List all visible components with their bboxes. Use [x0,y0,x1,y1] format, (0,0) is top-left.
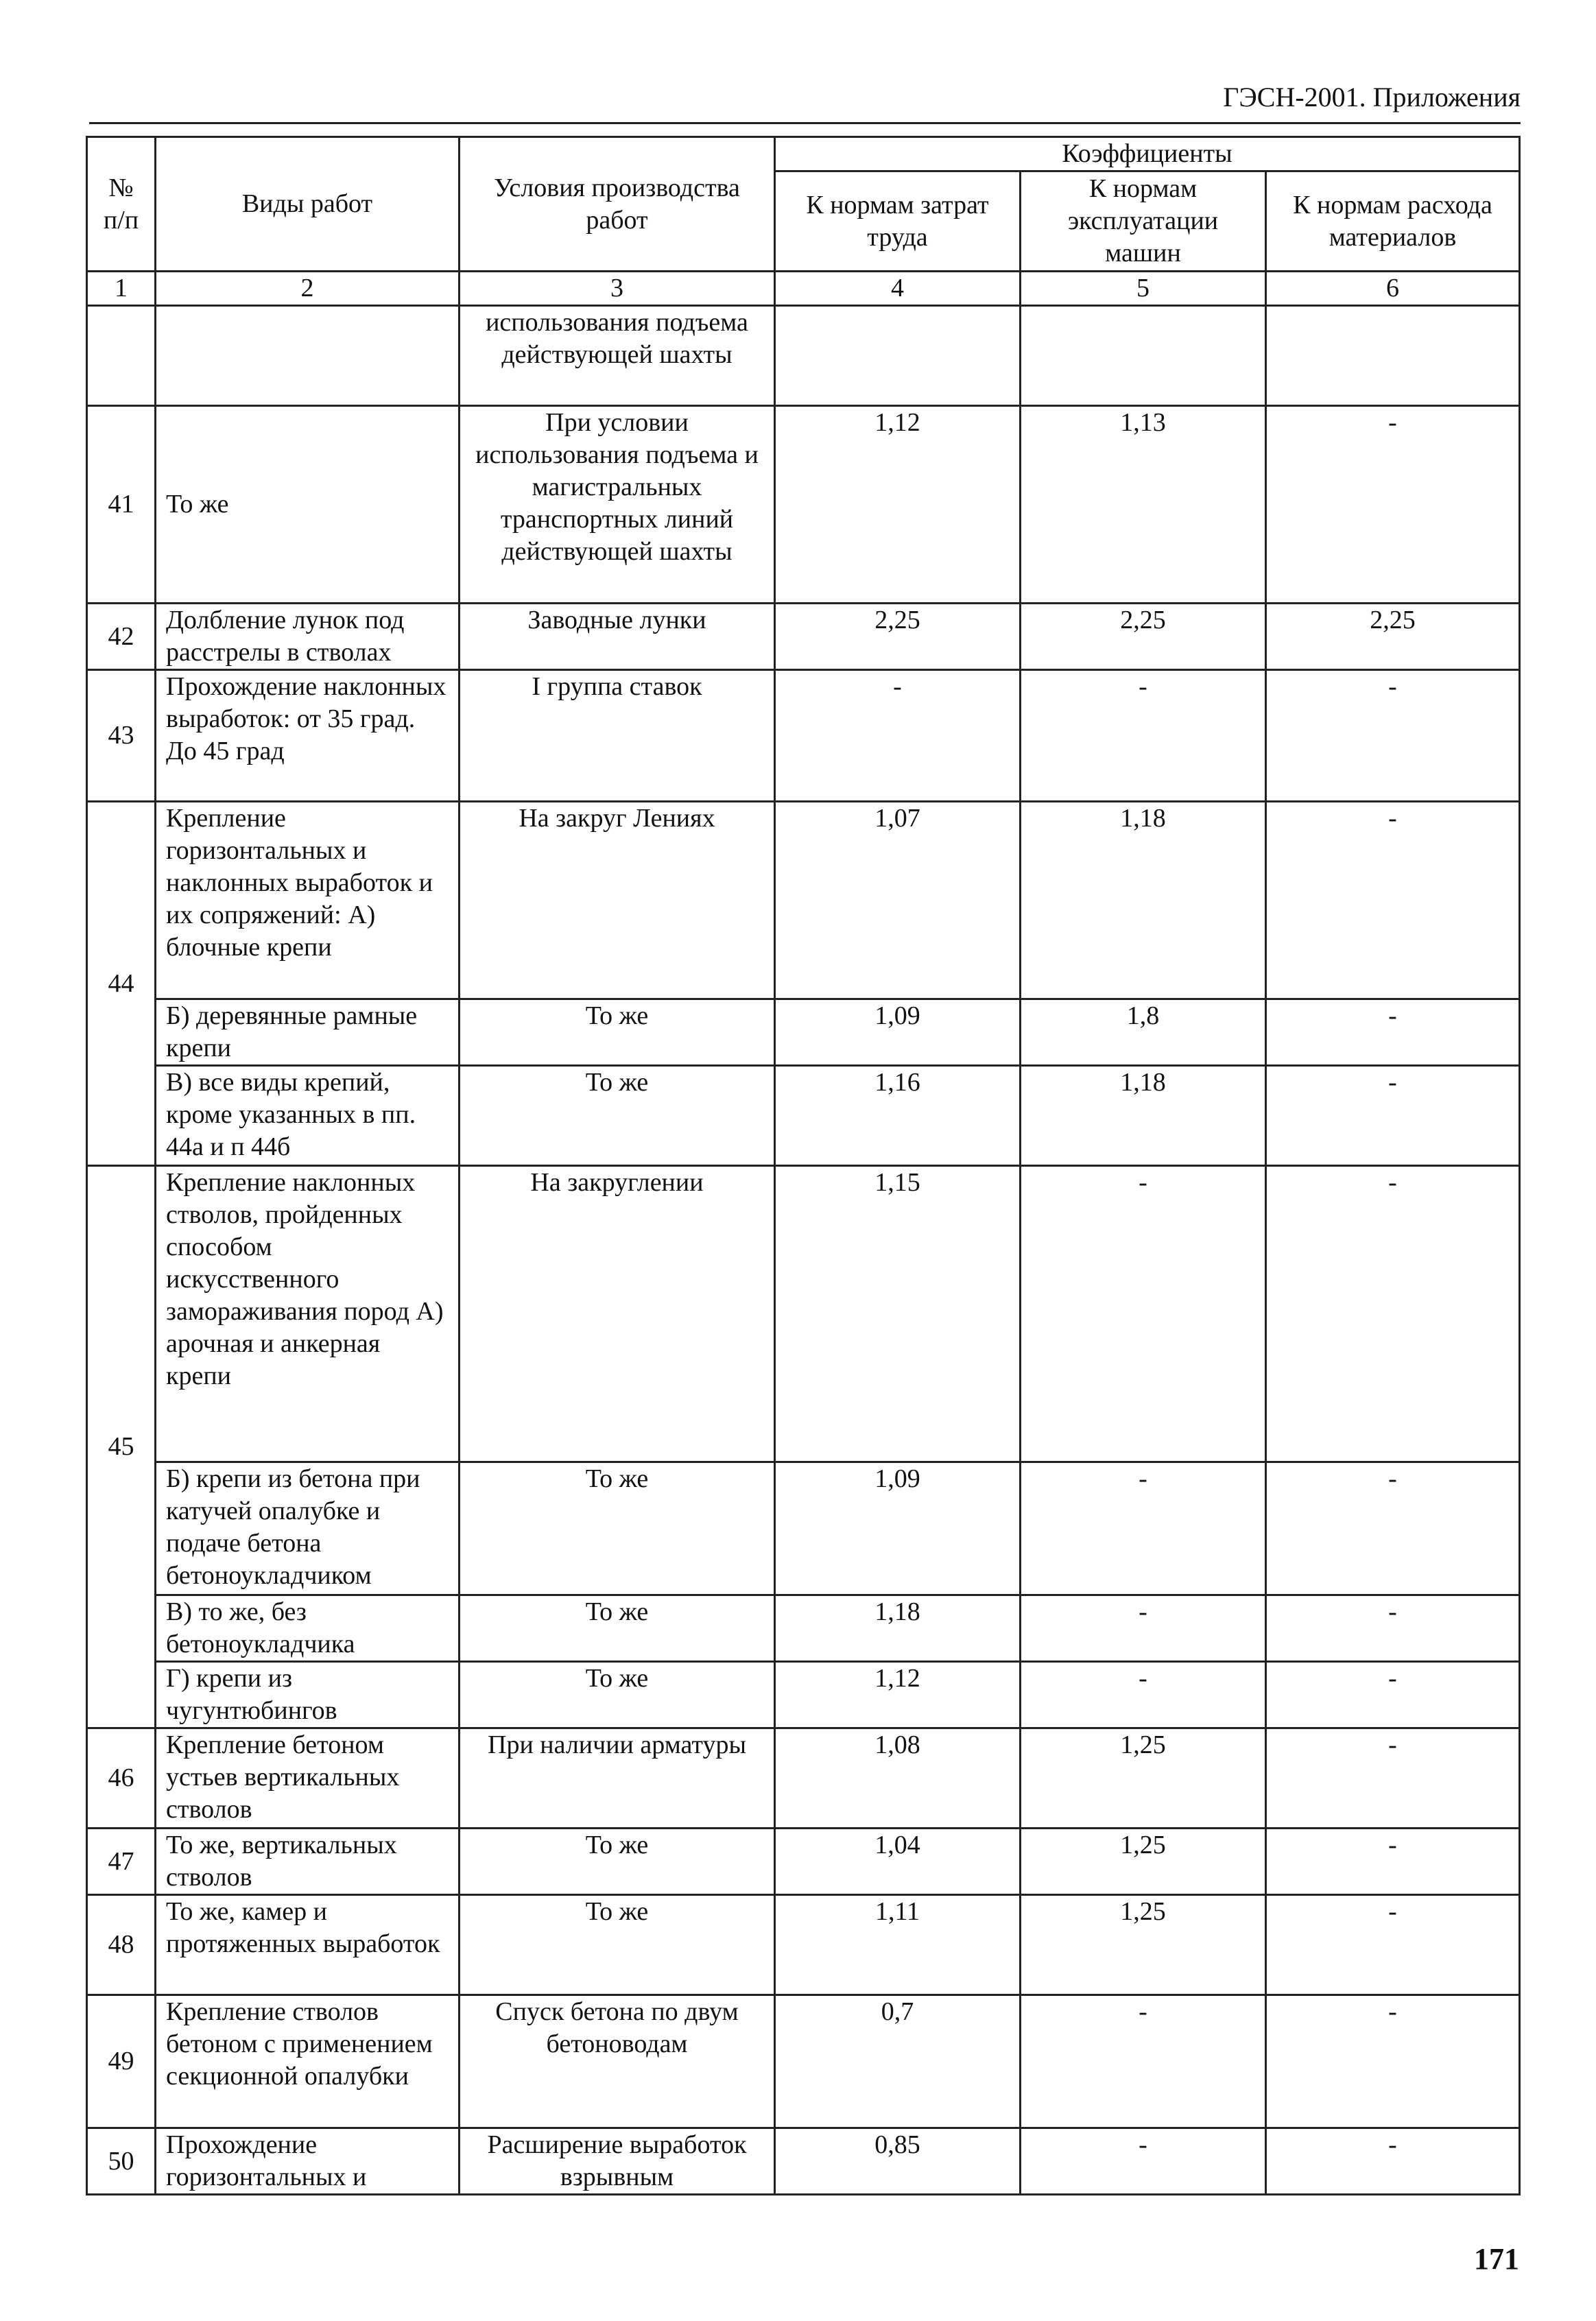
work-type [156,306,460,406]
material-coefficient: - [1266,1728,1520,1829]
table-row [87,1829,1520,1895]
column-number: 6 [1266,272,1520,306]
table-row [87,1166,1520,1462]
machine-coefficient: - [1021,1166,1266,1462]
labor-coefficient [775,306,1021,406]
header-divider [89,122,1521,124]
table-row [87,1728,1520,1829]
table-row [87,802,1520,999]
column-number: 2 [156,272,460,306]
material-coefficient: - [1266,1166,1520,1462]
column-number: 1 [87,272,156,306]
work-type: То же, камер и протяженных выработок [156,1895,460,1995]
row-number: 48 [87,1895,156,1995]
row-number: 42 [87,604,156,670]
work-type: Г) крепи из чугунтюбингов [156,1662,460,1728]
labor-coefficient: 1,04 [775,1829,1021,1895]
header-machines: К нормам эксплуатации машин [1021,171,1266,272]
material-coefficient: - [1266,2128,1520,2195]
machine-coefficient: 1,25 [1021,1895,1266,1995]
table-row [87,1995,1520,2128]
material-coefficient: - [1266,1066,1520,1166]
table-row [87,1066,1520,1166]
work-conditions: То же [460,1595,775,1662]
material-coefficient: - [1266,670,1520,802]
labor-coefficient: 2,25 [775,604,1021,670]
work-conditions: То же [460,1829,775,1895]
row-number: 43 [87,670,156,802]
labor-coefficient: 1,12 [775,1662,1021,1728]
row-number: 49 [87,1995,156,2128]
table-row [87,1895,1520,1995]
row-number: 45 [87,1166,156,1728]
labor-coefficient: 1,09 [775,1462,1021,1595]
machine-coefficient: - [1021,670,1266,802]
row-number: 41 [87,406,156,604]
row-number: 47 [87,1829,156,1895]
header-coefficients: Коэффициенты [775,137,1520,171]
machine-coefficient: 1,18 [1021,802,1266,999]
work-conditions: То же [460,1662,775,1728]
machine-coefficient: 1,18 [1021,1066,1266,1166]
labor-coefficient: 1,18 [775,1595,1021,1662]
column-number: 4 [775,272,1021,306]
work-conditions: То же [460,1066,775,1166]
table-row [87,2128,1520,2195]
machine-coefficient: 1,8 [1021,999,1266,1066]
coefficients-table [86,136,1521,2195]
work-type: Крепление стволов бетоном с применением секционной опалубки [156,1995,460,2128]
material-coefficient: - [1266,1595,1520,1662]
header-conditions: Условия производства работ [460,137,775,272]
table-row [87,670,1520,802]
row-number: 46 [87,1728,156,1829]
work-type: В) все виды крепий, кроме указанных в пп. 44а и п 44б [156,1066,460,1166]
work-conditions: При наличии арматуры [460,1728,775,1829]
labor-coefficient: 1,12 [775,406,1021,604]
work-type: В) то же, без бетоноукладчика [156,1595,460,1662]
machine-coefficient: - [1021,2128,1266,2195]
machine-coefficient [1021,306,1266,406]
material-coefficient: - [1266,1662,1520,1728]
work-type: Б) деревянные рамные крепи [156,999,460,1066]
machine-coefficient: 2,25 [1021,604,1266,670]
header-labor: К нормам затрат труда [775,171,1021,272]
row-number: 44 [87,802,156,1166]
work-conditions: использования подъема действующей шахты [460,306,775,406]
machine-coefficient: - [1021,1662,1266,1728]
work-conditions: То же [460,999,775,1066]
table-row [87,1462,1520,1595]
work-conditions: На закруглении [460,1166,775,1462]
work-type: Долбление лунок под расстрелы в стволах [156,604,460,670]
work-conditions: Расширение выработок взрывным [460,2128,775,2195]
machine-coefficient: - [1021,1995,1266,2128]
machine-coefficient: 1,25 [1021,1728,1266,1829]
page-header-title: ГЭСН-2001. Приложения [1223,82,1521,112]
work-type: То же [156,406,460,604]
material-coefficient: - [1266,1829,1520,1895]
column-number: 5 [1021,272,1266,306]
labor-coefficient: 1,07 [775,802,1021,999]
row-number: 50 [87,2128,156,2195]
table-row [87,406,1520,604]
table-row [87,1595,1520,1662]
material-coefficient: - [1266,802,1520,999]
labor-coefficient: 1,08 [775,1728,1021,1829]
material-coefficient: - [1266,406,1520,604]
work-conditions: Спуск бетона по двум бетоноводам [460,1995,775,2128]
column-number: 3 [460,272,775,306]
material-coefficient: - [1266,1895,1520,1995]
work-type: Крепление горизонтальных и наклонных выработок и их сопряжений: А) блочные крепи [156,802,460,999]
labor-coefficient: 1,11 [775,1895,1021,1995]
labor-coefficient: 1,15 [775,1166,1021,1462]
work-conditions: На закруг Лениях [460,802,775,999]
labor-coefficient: 1,09 [775,999,1021,1066]
work-type: Крепление наклонных стволов, пройденных способом искусственного замораживания пород А) арочная и анкерная крепи [156,1166,460,1462]
header-work: Виды работ [156,137,460,272]
labor-coefficient: 0,85 [775,2128,1021,2195]
material-coefficient: - [1266,1995,1520,2128]
row-number [87,306,156,406]
machine-coefficient: - [1021,1462,1266,1595]
work-conditions: При условии использования подъема и магистральных транспортных линий действующей шахты [460,406,775,604]
work-type: Крепление бетоном устьев вертикальных стволов [156,1728,460,1829]
machine-coefficient: - [1021,1595,1266,1662]
work-conditions: Заводные лунки [460,604,775,670]
work-type: Б) крепи из бетона при катучей опалубке и подаче бетона бетоноукладчиком [156,1462,460,1595]
material-coefficient: 2,25 [1266,604,1520,670]
material-coefficient: - [1266,1462,1520,1595]
machine-coefficient: 1,13 [1021,406,1266,604]
work-type: Прохождение горизонтальных и [156,2128,460,2195]
table-row [87,999,1520,1066]
labor-coefficient: - [775,670,1021,802]
work-conditions: I группа ставок [460,670,775,802]
material-coefficient: - [1266,999,1520,1066]
work-conditions: То же [460,1462,775,1595]
work-type: Прохождение наклонных выработок: от 35 град. До 45 град [156,670,460,802]
table-row [87,306,1520,406]
labor-coefficient: 1,16 [775,1066,1021,1166]
labor-coefficient: 0,7 [775,1995,1021,2128]
page-number: 171 [1474,2242,1519,2276]
work-conditions: То же [460,1895,775,1995]
work-type: То же, вертикальных стволов [156,1829,460,1895]
machine-coefficient: 1,25 [1021,1829,1266,1895]
table-row [87,604,1520,670]
material-coefficient [1266,306,1520,406]
header-num: № п/п [87,137,156,272]
table-row [87,1662,1520,1728]
header-materials: К нормам расхода материалов [1266,171,1520,272]
